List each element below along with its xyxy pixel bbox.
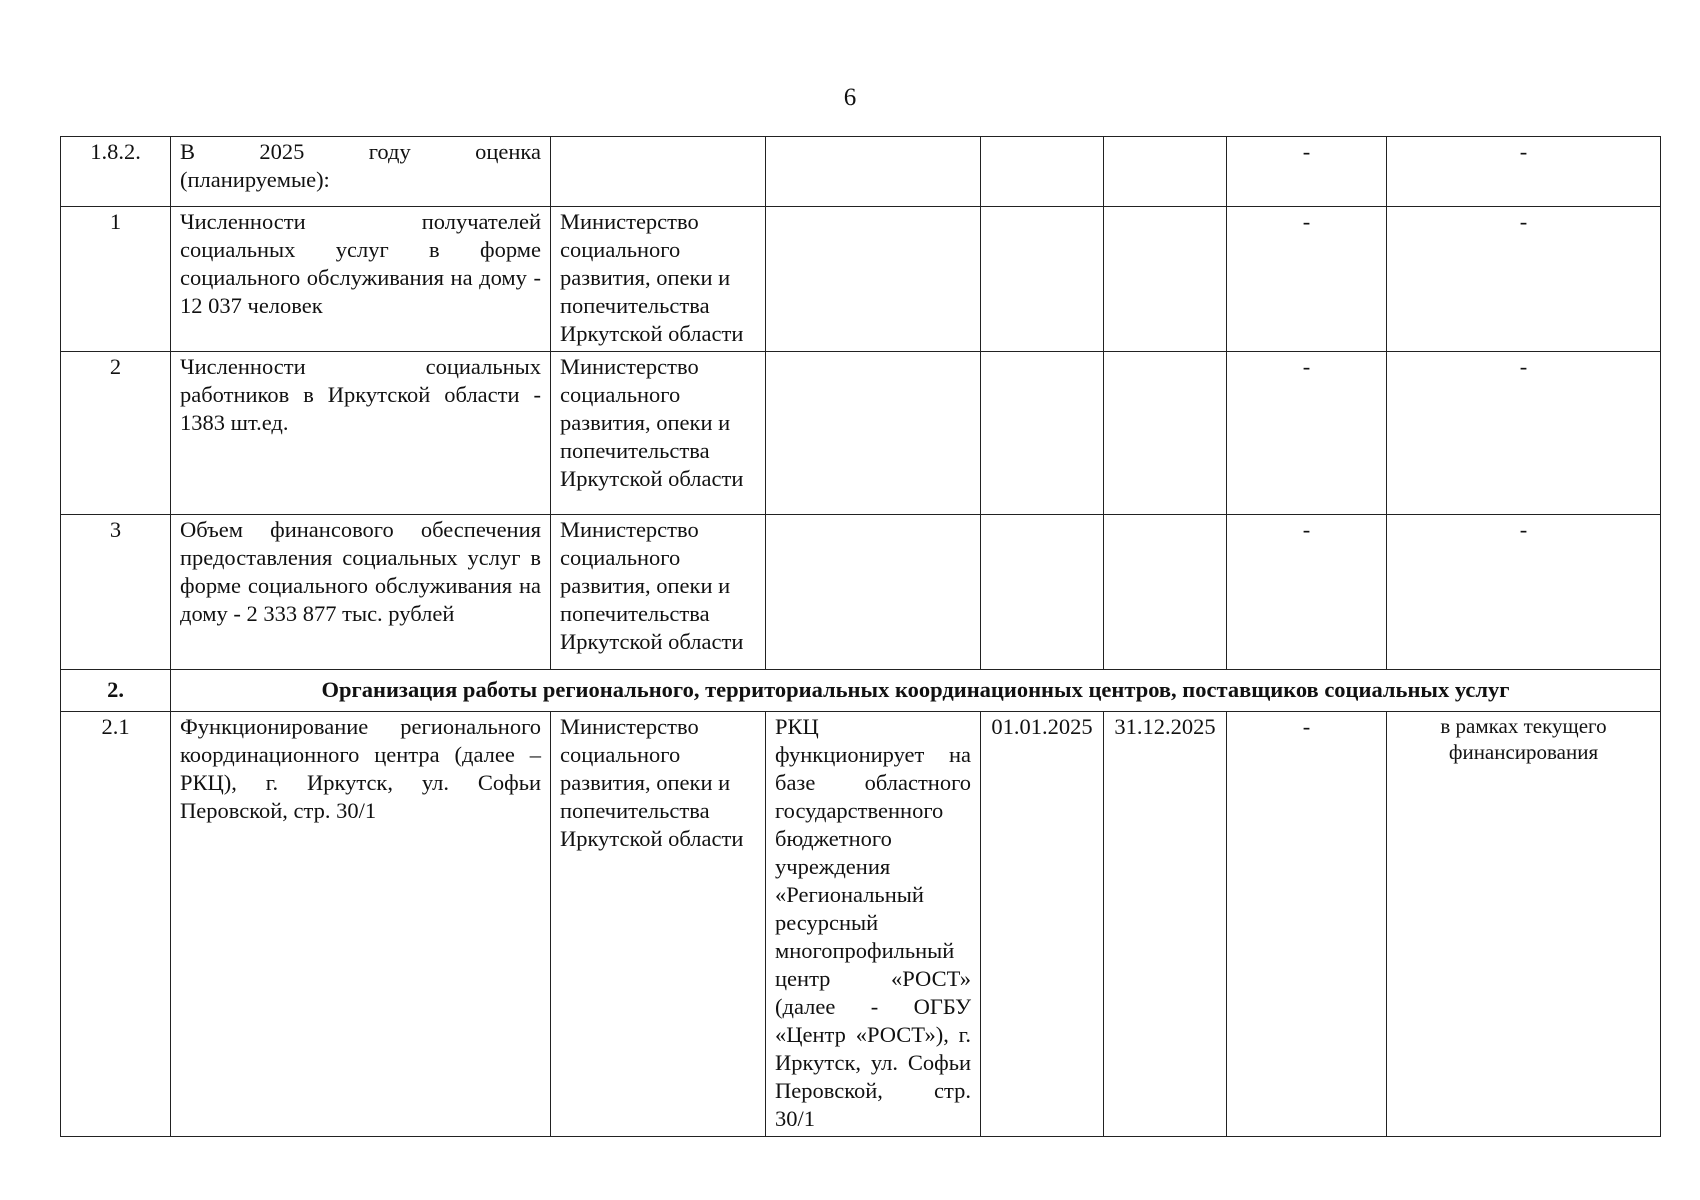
- row-description: Объем финансового обеспечения предоставления социальных услуг в форме социального обслуживания на дому - 2 333 877 тыс. рублей: [171, 515, 551, 670]
- row-result: [766, 207, 981, 352]
- row-start-date: 01.01.2025: [981, 712, 1104, 1137]
- section-number: 2.: [61, 670, 171, 712]
- row-funding: -: [1387, 137, 1661, 207]
- row-end-date: 31.12.2025: [1104, 712, 1227, 1137]
- row-end-date: [1104, 207, 1227, 352]
- row-dash: -: [1227, 352, 1387, 515]
- row-executor: Министерство социального развития, опеки и попечительства Иркутской области: [551, 207, 766, 352]
- row-description: Численности социальных работников в Иркутской области - 1383 шт.ед.: [171, 352, 551, 515]
- row-funding: -: [1387, 352, 1661, 515]
- row-result: [766, 515, 981, 670]
- row-start-date: [981, 515, 1104, 670]
- row-dash: -: [1227, 712, 1387, 1137]
- row-end-date: [1104, 352, 1227, 515]
- table-row: [61, 137, 1661, 207]
- table-row: [61, 712, 1661, 1137]
- row-dash: -: [1227, 515, 1387, 670]
- row-start-date: [981, 352, 1104, 515]
- row-description: В 2025 году оценка (планируемые):: [171, 137, 551, 207]
- row-number: 1.8.2.: [61, 137, 171, 207]
- row-number: 2: [61, 352, 171, 515]
- row-funding: -: [1387, 515, 1661, 670]
- row-dash: -: [1227, 207, 1387, 352]
- table-row: [61, 515, 1661, 670]
- row-executor: Министерство социального развития, опеки и попечительства Иркутской области: [551, 352, 766, 515]
- row-end-date: [1104, 515, 1227, 670]
- plan-table: [60, 136, 1661, 1137]
- row-description: Численности получателей социальных услуг в форме социального обслуживания на дому - 12 037 человек: [171, 207, 551, 352]
- row-executor: [551, 137, 766, 207]
- row-number: 1: [61, 207, 171, 352]
- row-result: [766, 352, 981, 515]
- row-number: 3: [61, 515, 171, 670]
- page-number: 6: [843, 84, 857, 111]
- row-start-date: [981, 207, 1104, 352]
- row-description: Функционирование регионального координационного центра (далее – РКЦ), г. Иркутск, ул. Софьи Перовской, стр. 30/1: [171, 712, 551, 1137]
- table-row: [61, 207, 1661, 352]
- section-title: Организация работы регионального, территориальных координационных центров, поставщиков социальных услуг: [171, 670, 1661, 712]
- row-dash: -: [1227, 137, 1387, 207]
- row-funding: в рамках текущего финансирования: [1387, 712, 1661, 1137]
- row-executor: Министерство социального развития, опеки и попечительства Иркутской области: [551, 712, 766, 1137]
- row-number: 2.1: [61, 712, 171, 1137]
- row-result: [766, 137, 981, 207]
- row-funding: -: [1387, 207, 1661, 352]
- section-row: [61, 670, 1661, 712]
- row-result: РКЦ функционирует на базе областного государственного бюджетного учреждения «Региональный ресурсный многопрофильный центр «РОСТ» (далее - ОГБУ «Центр «РОСТ»), г. Иркутск, ул. Софьи Перовской, стр. 30/1: [766, 712, 981, 1137]
- row-start-date: [981, 137, 1104, 207]
- row-executor: Министерство социального развития, опеки и попечительства Иркутской области: [551, 515, 766, 670]
- table-row: [61, 352, 1661, 515]
- row-end-date: [1104, 137, 1227, 207]
